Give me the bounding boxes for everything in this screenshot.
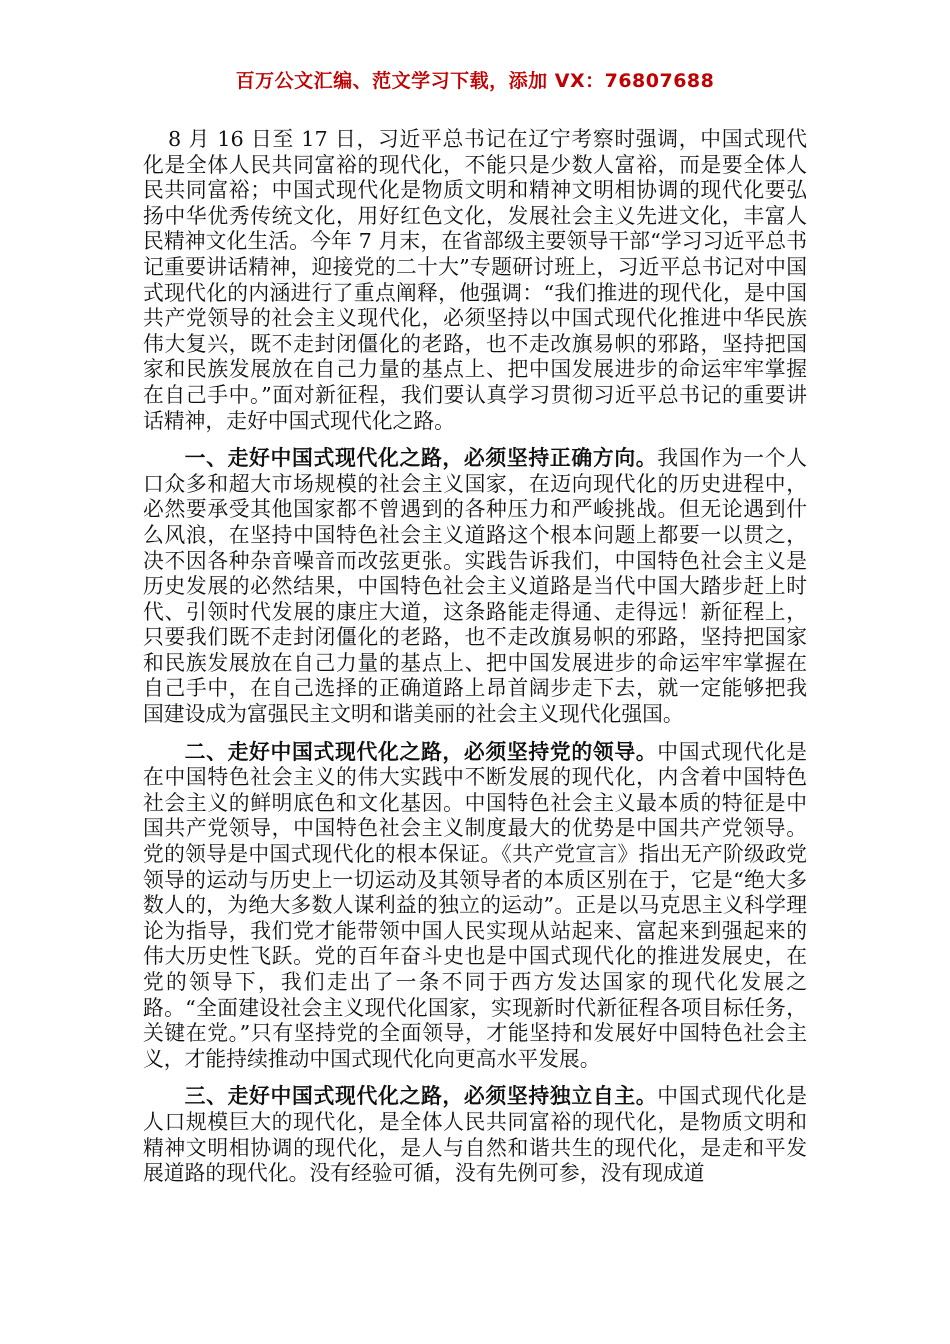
paragraph-text: 中国式现代化是人口规模巨大的现代化，是全体人民共同富裕的现代化，是物质文明和精神文明相协调的现代化，是人与自然和谐共生的现代化，是走和平发展道路的现代化。没有经验可循，没有先例可参，没有现成道 (143, 1084, 808, 1186)
paragraph-text: 我国作为一个人口众多和超大市场规模的社会主义国家，在迈向现代化的历史进程中，必然要承受其他国家都不曾遇到的各种压力和严峻挑战。但无论遇到什么风浪，在坚持中国特色社会主义道路这个根本问题上都要一以贯之，决不因各种杂音噪音而改弦更张。实践告诉我们，中国特色社会主义是历史发展的必然结果，中国特色社会主义道路是当代中国大踏步赶上时代、引领时代发展的康庄大道，这条路能走得通、走得远！新征程上，只要我们既不走封闭僵化的老路，也不走改旗易帜的邪路，坚持把国家和民族发展放在自己力量的基点上、把中国发展进步的命运牢牢掌握在自己手中，在自己选择的正确道路上昂首阔步走下去，就一定能够把我国建设成为富强民主文明和谐美丽的社会主义现代化强国。 (143, 446, 808, 727)
section-heading: 一、走好中国式现代化之路，必须坚持正确方向。 (184, 446, 658, 471)
paragraph-text: 中国式现代化是在中国特色社会主义的伟大实践中不断发展的现代化，内含着中国特色社会主义的鲜明底色和文化基因。中国特色社会主义最本质的特征是中国共产党领导，中国特色社会主义制度最大的优势是中国共产党领导。党的领导是中国式现代化的根本保证。《共产党宣言》指出无产阶级政党领导的运动与历史上一切运动及其领导者的本质区别在于，它是“绝大多数人的，为绝大多数人谋利益的独立的运动”。正是以马克思主义科学理论为指导，我们党才能带领中国人民实现从站起来、富起来到强起来的伟大历史性飞跃。党的百年奋斗史也是中国式现代化的推进发展史，在党的领导下，我们走出了一条不同于西方发达国家的现代化发展之路。“全面建设社会主义现代化国家，实现新时代新征程各项目标任务，关键在党。”只有坚持党的全面领导，才能坚持和发展好中国特色社会主义，才能持续推动中国式现代化向更高水平发展。 (143, 739, 808, 1071)
paragraph-section-3 (143, 1084, 807, 1186)
watermark-header: 百万公文汇编、范文学习下载，添加 VX：76807688 (235, 70, 715, 92)
paragraph-text: 8 月 16 日至 17 日，习近平总书记在辽宁考察时强调，中国式现代化是全体人民共同富裕的现代化，不能只是少数人富裕，而是要全体人民共同富裕；中国式现代化是物质文明和精神文明相协调的现代化要弘扬中华优秀传统文化，用好红色文化，发展社会主义先进文化，丰富人民精神文化生活。今年 7 月末，在省部级主要领导干部“学习习近平总书记重要讲话精神，迎接党的二十大”专题研讨班上，习近平总书记对中国式现代化的内涵进行了重点阐释，他强调：“我们推进的现代化，是中国共产党领导的社会主义现代化，必须坚持以中国式现代化推进中华民族伟大复兴，既不走封闭僵化的老路，也不走改旗易帜的邪路，坚持把国家和民族发展放在自己力量的基点上、把中国发展进步的命运牢牢掌握在自己手中。”面对新征程，我们要认真学习贯彻习近平总书记的重要讲话精神，走好中国式现代化之路。 (143, 127, 807, 433)
section-heading: 三、走好中国式现代化之路，必须坚持独立自主。 (184, 1084, 658, 1109)
document-body (143, 127, 807, 1199)
paragraph-section-2 (143, 740, 807, 1073)
paragraph-intro (143, 127, 807, 434)
paragraph-section-1 (143, 446, 807, 728)
section-heading: 二、走好中国式现代化之路，必须坚持党的领导。 (184, 739, 658, 764)
